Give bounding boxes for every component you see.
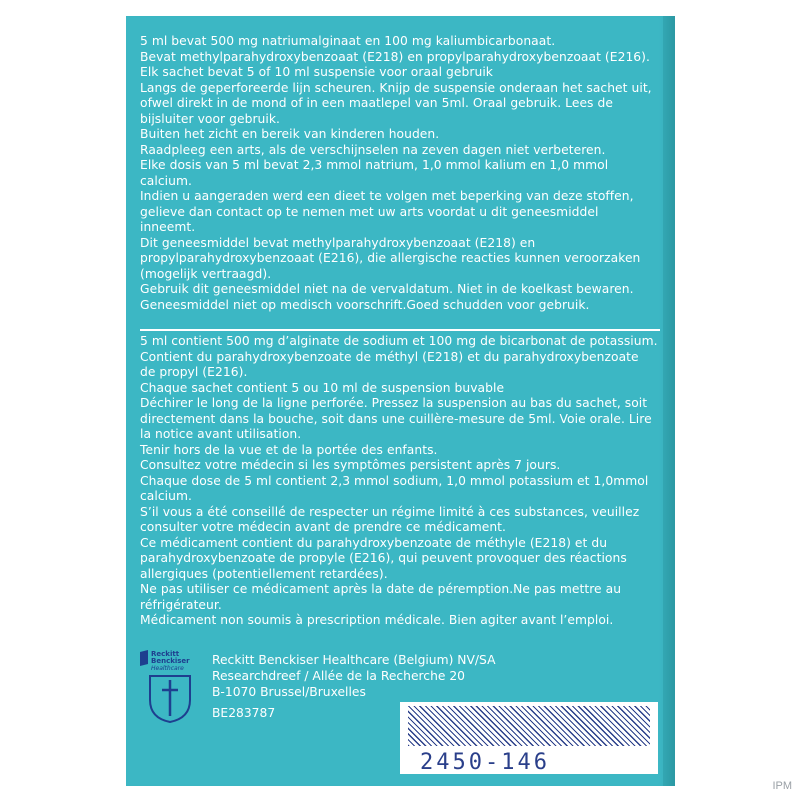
dutch-line: (mogelijk vertraagd). — [140, 266, 272, 281]
watermark: IPM — [772, 780, 792, 792]
french-line: de propyl (E216). — [140, 365, 248, 379]
dutch-line: Gebruik dit geneesmiddel niet na de vervaldatum. Niet in de koelkast bewaren. — [140, 282, 634, 296]
french-line: Tenir hors de la vue et de la portée des enfants. — [140, 442, 438, 457]
batch-code-panel — [400, 702, 658, 774]
dutch-line: Bevat methylparahydroxybenzoaat (E218) en propylparahydroxybenzoaat (E216). — [140, 49, 650, 64]
french-text-block — [140, 334, 660, 629]
french-line: Chaque dose de 5 ml contient 2,3 mmol sodium, 1,0 mmol potassium et 1,0mmol — [140, 473, 649, 488]
dutch-line: propylparahydroxybenzoaat (E216), die allergische reacties kunnen veroorzaken — [140, 251, 641, 265]
dutch-line: Elke dosis van 5 ml bevat 2,3 mmol natrium, 1,0 mmol kalium en 1,0 mmol — [140, 158, 609, 172]
dutch-line: calcium. — [140, 173, 192, 188]
dutch-line: Raadpleeg een arts, als de verschijnselen na zeven dagen niet verbeteren. — [140, 142, 606, 157]
french-line: Médicament non soumis à prescription médicale. Bien agiter avant l’emploi. — [140, 613, 614, 627]
french-line: la notice avant utilisation. — [140, 427, 302, 441]
svg-text:Reckitt: Reckitt — [151, 650, 180, 658]
dutch-line: Geneesmiddel niet op medisch voorschrift.Goed schudden voor gebruik. — [140, 297, 590, 312]
french-line: Ce médicament contient du parahydroxybenzoate de méthyle (E218) et du — [140, 535, 608, 550]
french-line: S’il vous a été conseillé de respecter un régime limité à ces substances, veuillez — [140, 504, 640, 519]
french-line: réfrigérateur. — [140, 597, 222, 612]
svg-text:Healthcare: Healthcare — [151, 665, 184, 672]
dutch-line: Elk sachet bevat 5 of 10 ml suspensie voor oraal gebruik — [140, 65, 493, 79]
french-line: Ne pas utiliser ce médicament après la date de péremption.Ne pas mettre au — [140, 582, 622, 596]
batch-code: 2450-146 — [420, 750, 550, 775]
dutch-line: 5 ml bevat 500 mg natriumalginaat en 100 mg kaliumbicarbonaat. — [140, 34, 556, 48]
french-line: parahydroxybenzoate de propyle (E216), qui peuvent provoquer des réactions — [140, 551, 627, 565]
dutch-line: Dit geneesmiddel bevat methylparahydroxybenzoaat (E218) en — [140, 235, 536, 250]
french-line: consulter votre médecin avant de prendre ce médicament. — [140, 520, 507, 534]
company-city: B-1070 Brussel/Bruxelles — [212, 685, 366, 699]
french-line: allergiques (potentiellement retardées). — [140, 566, 388, 581]
company-name: Reckitt Benckiser Healthcare (Belgium) NV/SA — [212, 653, 496, 667]
dutch-line: Langs de geperforeerde lijn scheuren. Knijp de suspensie onderaan het sachet uit, — [140, 80, 652, 95]
french-line: 5 ml contient 500 mg d’alginate de sodium et 100 mg de bicarbonat de potassium. — [140, 334, 658, 348]
french-line: calcium. — [140, 489, 192, 503]
company-street: Researchdreef / Allée de la Recherche 20 — [212, 669, 465, 683]
hatched-print-area — [408, 706, 650, 746]
registration-number: BE283787 — [212, 706, 276, 720]
reckitt-benckiser-logo — [138, 648, 204, 724]
svg-text:Benckiser: Benckiser — [151, 657, 190, 665]
french-line: directement dans la bouche, soit dans une cuillère-mesure de 5ml. Voie orale. Lire — [140, 411, 652, 426]
company-address — [212, 652, 496, 700]
dutch-line: ofwel direkt in de mond of in een maatlepel van 5ml. Oraal gebruik. Lees de — [140, 96, 613, 110]
french-line: Déchirer le long de la ligne perforée. Pressez la suspension au bas du sachet, soit — [140, 396, 648, 410]
dutch-text-block — [140, 34, 660, 313]
french-line: Consultez votre médecin si les symptômes persistent après 7 jours. — [140, 458, 561, 472]
box-side-edge — [663, 16, 675, 786]
dutch-line: bijsluiter voor gebruik. — [140, 111, 280, 126]
package-back-panel — [126, 16, 675, 786]
dutch-line: inneemt. — [140, 220, 196, 234]
dutch-line: Buiten het zicht en bereik van kinderen houden. — [140, 127, 440, 141]
french-line: Chaque sachet contient 5 ou 10 ml de suspension buvable — [140, 380, 505, 395]
language-divider — [140, 329, 660, 331]
dutch-line: Indien u aangeraden werd een dieet te volgen met beperking van deze stoffen, — [140, 189, 634, 203]
french-line: Contient du parahydroxybenzoate de méthyl (E218) et du parahydroxybenzoate — [140, 349, 639, 364]
dutch-line: gelieve dan contact op te nemen met uw arts voordat u dit geneesmiddel — [140, 204, 599, 219]
